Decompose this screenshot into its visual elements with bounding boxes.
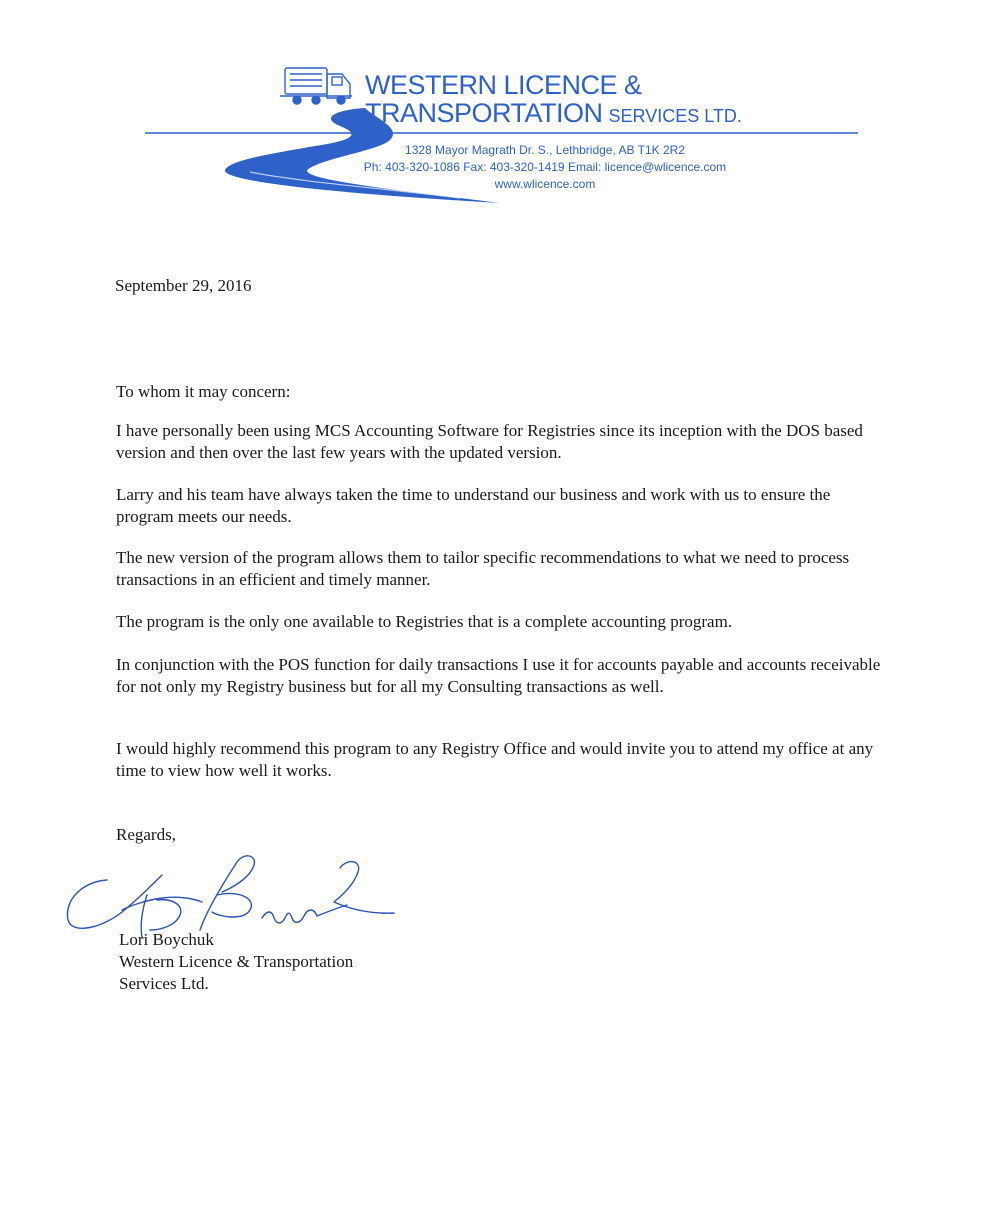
signer-name: Lori Boychuk [119,930,214,949]
body-paragraph: The new version of the program allows them to tailor specific recommendations to what we need to process transactions in an efficient and timely manner. [116,548,850,589]
salutation: To whom it may concern: [116,382,291,401]
company-phone-fax-email: Ph: 403-320-1086 Fax: 403-320-1419 Email: licence@wlicence.com [363,160,727,174]
company-website: www.wlicence.com [494,177,596,191]
body-paragraph: In conjunction with the POS function for daily transactions I use it for accounts payable and accounts receivable for not only my Registry business but for all my Consulting transactions as well. [116,655,881,696]
company-suffix: SERVICES LTD. [608,106,742,126]
body-paragraph: Larry and his team have always taken the time to understand our business and work with us to ensure the program meets our needs. [116,485,831,526]
company-name-line2: TRANSPORTATION SERVICES LTD. [365,98,742,128]
signature-block [119,929,353,995]
letterhead [140,60,870,210]
closing: Regards, [116,825,176,844]
company-address: 1328 Mayor Magrath Dr. S., Lethbridge, AB T1K 2R2 [405,143,685,157]
company-name-line1: WESTERN LICENCE & [365,70,642,100]
signer-company-line2: Services Ltd. [119,974,209,993]
handwritten-signature-icon [62,850,402,940]
contact-info [320,142,770,193]
body-paragraph: I have personally been using MCS Accounting Software for Registries since its inception with the DOS based version and then over the last few years with the updated version. [116,421,863,462]
letter-date: September 29, 2016 [115,276,252,295]
body-paragraph: The program is the only one available to Registries that is a complete accounting program. [116,612,733,631]
signer-company-line1: Western Licence & Transportation [119,952,354,971]
body-paragraph: I would highly recommend this program to any Registry Office and would invite you to attend my office at any time to view how well it works. [116,739,874,780]
